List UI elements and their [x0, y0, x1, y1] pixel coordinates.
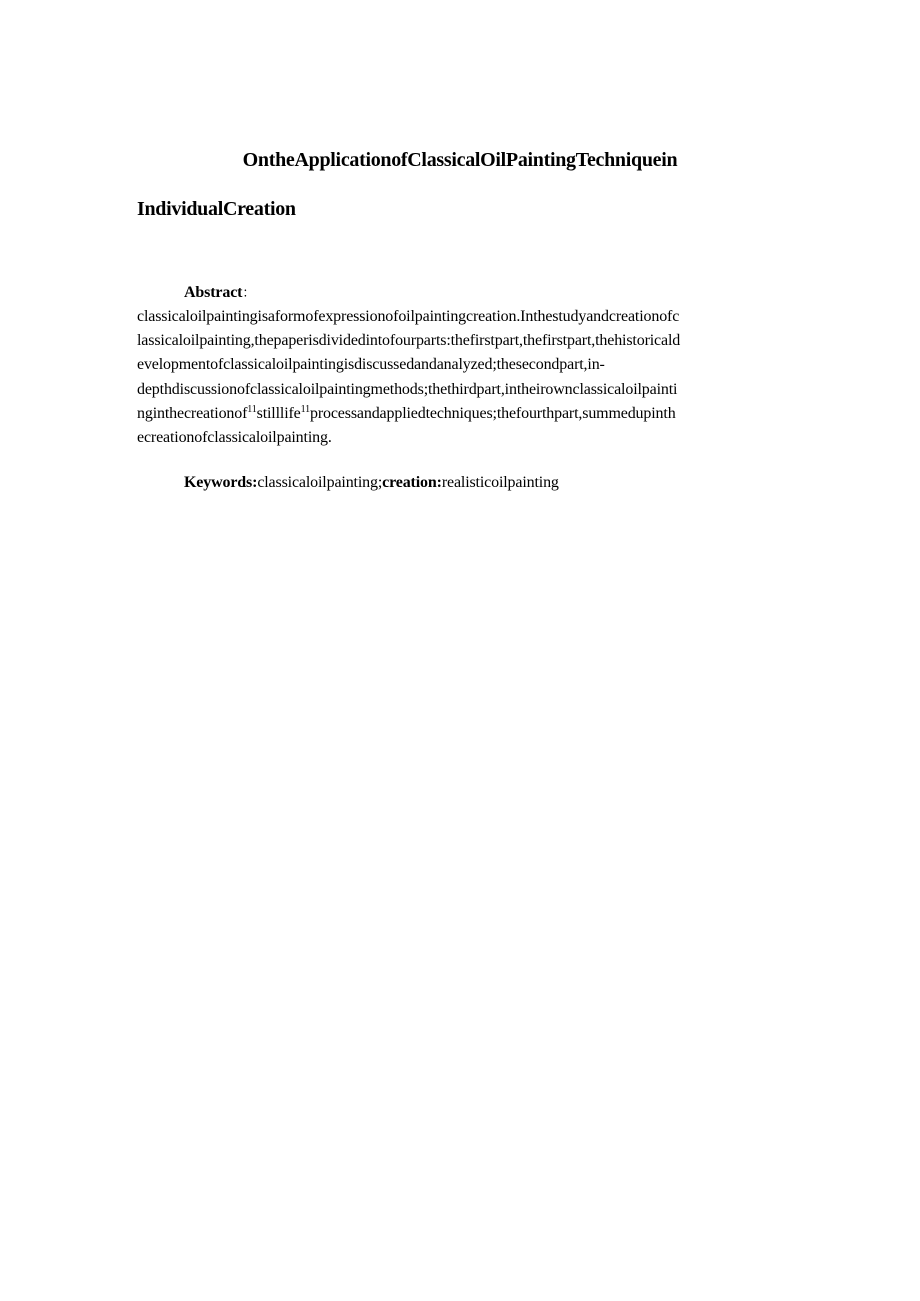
reference-marker-2: 11	[300, 403, 310, 415]
abstract-line-4: depthdiscussionofclassicaloilpaintingmethods;thethirdpart,intheirownclassicaloilpainti	[137, 380, 678, 398]
keywords-label-creation: creation:	[382, 474, 442, 491]
abstract-line-2: lassicaloilpainting,thepaperisdividedintofourparts:thefirstpart,thefirstpart,thehistoricald	[137, 332, 681, 350]
abstract-line-5-part-b: stilllife	[256, 404, 301, 422]
paper-title-line-1: OntheApplicationofClassicalOilPaintingTechniquein	[242, 149, 678, 171]
abstract-line-5-part-a: nginthecreationof	[137, 404, 248, 422]
abstract-line-6: ecreationofclassicaloilpainting.	[137, 429, 332, 447]
keywords-label: Keywords:	[184, 474, 258, 491]
paper-title-line-2: IndividualCreation	[137, 198, 296, 220]
reference-marker-1: 11	[247, 403, 257, 415]
abstract-line-3: evelopmentofclassicaloilpaintingisdiscussedandanalyzed;thesecondpart,in-	[137, 356, 605, 374]
keywords-line	[184, 474, 559, 492]
keyword-1: classicaloilpainting;	[257, 474, 383, 491]
keyword-2: realisticoilpainting	[441, 474, 559, 491]
abstract-line-5	[137, 402, 785, 426]
abstract-section	[137, 281, 785, 450]
abstract-line-1: classicaloilpaintingisaformofexpressionofoilpaintingcreation.Inthestudyandcreationofc	[137, 308, 680, 325]
abstract-line-5-part-c: processandappliedtechniques;thefourthpart,summedupinth	[309, 404, 676, 422]
abstract-heading	[137, 281, 785, 305]
abstract-label: Abstract	[184, 284, 243, 301]
abstract-colon: ：	[242, 285, 256, 300]
